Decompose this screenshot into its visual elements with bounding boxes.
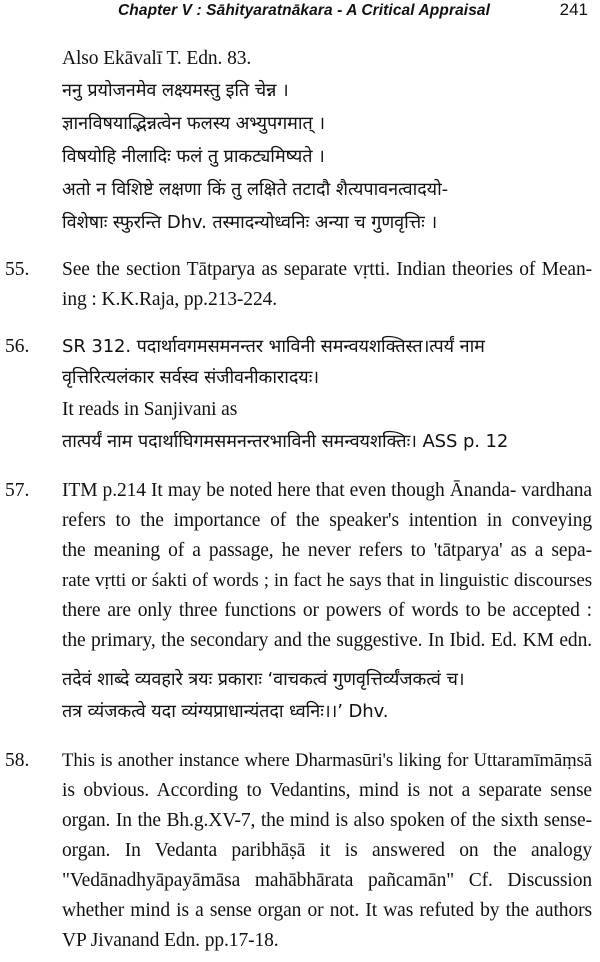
- page-header: [0, 0, 600, 34]
- note-55-line: See the section Tātparya as separate vṛtti. Indian theories of Mean-: [62, 259, 592, 280]
- note-57-line: there are only three functions or powers of words to be accepted :: [62, 600, 592, 621]
- note-57-line: rate vṛtti or śakti of words ; in fact he says that in linguistic discourses: [62, 570, 592, 591]
- page-number: 241: [559, 0, 588, 19]
- note-57-line: the primary, the secondary and the suggestive. In Ibid. Ed. KM edn.: [62, 630, 592, 651]
- note-57-sanskrit-line: तदेवं शाब्दे व्यवहारे त्रयः प्रकाराः ‘वाचकत्वं गुणवृत्तिर्व्यंजकत्वं च।: [62, 669, 465, 690]
- note-58-line: VP Jivanand Edn. pp.17-18.: [62, 930, 279, 951]
- note-56-line: It reads in Sanjivani as: [62, 399, 238, 420]
- note-57-line: ITM p.214 It may be noted here that even though Ānanda- vardhana: [62, 480, 592, 501]
- note-56-sanskrit-line: वृत्तिरित्यलंकार सर्वस्व संजीवनीकारादयः।: [62, 367, 319, 388]
- note-54-sanskrit-line: विशेषाः स्फुरन्ति Dhv. तस्मादन्योध्वनिः अन्या च गुणवृत्तिः ।: [62, 212, 438, 233]
- note-56-sanskrit-line: तात्पर्यं नाम पदार्थाघिगमसमनन्तरभाविनी समन्वयशक्तिः। ASS p. 12: [62, 431, 509, 452]
- note-58-line: This is another instance where Dharmasūri's liking for Uttaramīmāṃsā: [62, 750, 592, 771]
- note-58-line: organ. In the Bh.g.XV-7, the mind is also spoken of the sixth sense-: [62, 810, 592, 831]
- note-54-sanskrit-line: अतो न विशिष्टे लक्षणा किं तु लक्षिते तटादौ शैत्यपावनत्वादयो-: [62, 179, 449, 200]
- note-number: 55.: [5, 259, 30, 280]
- note-58-line: "Vedānadhyāpayāmāsa mahābhārata pañcamān" Cf. Discussion: [62, 870, 592, 891]
- note-57-line: refers to the importance of the speaker's intention in conveying: [62, 510, 592, 531]
- note-58-line: organ. In Vedanta paribhāṣā it is answered on the analogy: [62, 840, 592, 861]
- note-54-sanskrit-line: ज्ञानविषयाद्भिन्नत्वेन फलस्य अभ्युपगमात् ।: [62, 113, 325, 134]
- note-number: 58.: [5, 750, 30, 771]
- note-57-line: the meaning of a passage, he never refers to 'tātparya' as a sepa-: [62, 540, 592, 561]
- note-56-line: SR 312. पदार्थावगमसमनन्तर भाविनी समन्वयशक्तिस्त।त्पर्यं नाम: [62, 336, 485, 357]
- note-58-line: whether mind is a sense organ or not. It was refuted by the authors: [62, 900, 592, 921]
- note-54-line: Also Ekāvalī T. Edn. 83.: [62, 48, 252, 69]
- running-head: Chapter V : Sāhityaratnākara - A Critical Appraisal: [118, 2, 491, 19]
- note-55-line: ing : K.K.Raja, pp.213-224.: [62, 289, 278, 310]
- note-58-line: is obvious. According to Vedantins, mind is not a separate sense: [62, 780, 592, 801]
- note-57-sanskrit-line: तत्र व्यंजकत्वे यदा व्यंग्यप्राधान्यंतदा ध्वनिः।।’ Dhv.: [62, 701, 389, 722]
- note-54-sanskrit-line: विषयोहि नीलादिः फलं तु प्राकट्यमिष्यते ।: [62, 146, 325, 167]
- note-54-sanskrit-line: ननु प्रयोजनमेव लक्ष्यमस्तु इति चेन्न ।: [62, 80, 289, 101]
- note-number: 57.: [5, 480, 30, 501]
- note-number: 56.: [5, 336, 30, 357]
